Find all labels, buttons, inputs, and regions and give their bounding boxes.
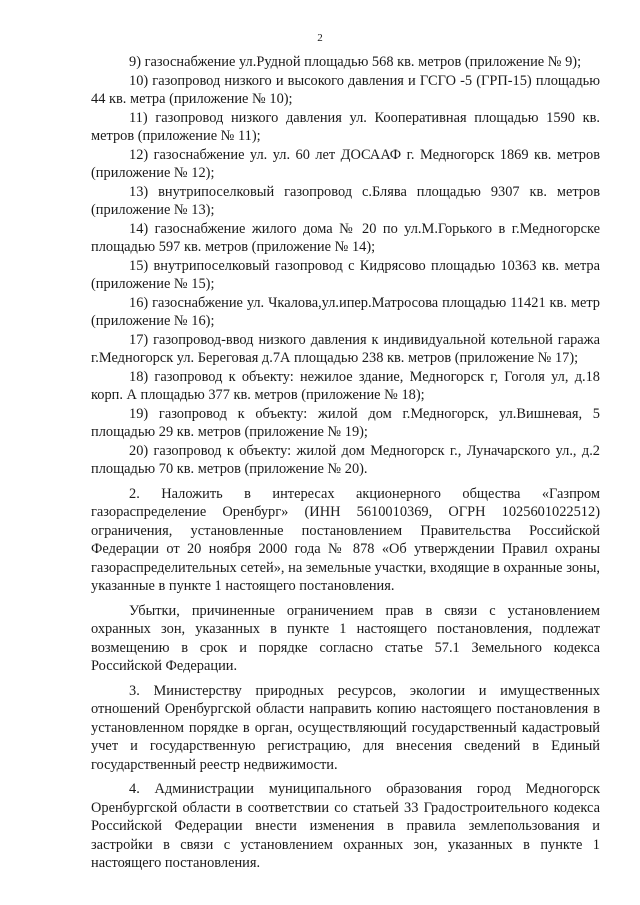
list-item: 10) газопровод низкого и высокого давления и ГСГО -5 (ГРП-15) площадью 44 кв. метра (приложение № 10);	[91, 72, 600, 107]
list-item: 11) газопровод низкого давления ул. Кооперативная площадью 1590 кв. метров (приложение № 11);	[91, 109, 600, 144]
list-item: 20) газопровод к объекту: жилой дом Медногорск г., Луначарского ул., д.2 площадью 70 кв. метров (приложение № 20).	[91, 442, 600, 477]
paragraph-clause-4: 4. Администрации муниципального образования город Медногорск Оренбургской области в соответствии со статьей 33 Градостроительного кодекса Российской Федерации внести изменения в правила землепользования и застройки в связи с установлением охранных зон, указанных в пункте 1 настоящего постановления.	[91, 781, 600, 871]
paragraph-clause-3: 3. Министерству природных ресурсов, экологии и имущественных отношений Оренбургской области направить копию настоящего постановления в установленном порядке в орган, осуществляющий государственный кадастровый учет и государственную регистрацию, для внесения сведений в Единый государственный реестр недвижимости.	[91, 682, 600, 773]
page-number: 2	[317, 32, 323, 44]
paragraph-damages: Убытки, причиненные ограничением прав в связи с установлением охранных зон, указанных в пункте 1 настоящего постановления, подлежат возмещению в срок и порядке согласно статье 57.1 Земельного кодекса Российской Федерации.	[91, 602, 600, 674]
list-item: 15) внутрипоселковый газопровод с Кидрясово площадью 10363 кв. метра (приложение № 15);	[91, 257, 600, 292]
list-item: 13) внутрипоселковый газопровод с.Блява площадью 9307 кв. метров (приложение № 13);	[91, 183, 600, 218]
list-item: 9) газоснабжение ул.Рудной площадью 568 кв. метров (приложение № 9);	[129, 54, 582, 70]
list-item: 16) газоснабжение ул. Чкалова,ул.ипер.Матросова площадью 11421 кв. метр (приложение № 16);	[91, 294, 600, 329]
list-item: 12) газоснабжение ул. ул. 60 лет ДОСААФ г. Медногорск 1869 кв. метров (приложение № 12);	[91, 146, 600, 181]
document-body	[91, 53, 600, 873]
list-item: 18) газопровод к объекту: нежилое здание, Медногорск г, Гоголя ул, д.18 корп. А площадью 377 кв. метров (приложение № 18);	[91, 368, 600, 403]
list-item: 19) газопровод к объекту: жилой дом г.Медногорск, ул.Вишневая, 5 площадью 29 кв. метров (приложение № 19);	[91, 405, 600, 440]
paragraph-clause-2: 2. Наложить в интересах акционерного общества «Газпром газораспределение Оренбург» (ИНН 5610010369, ОГРН 1025601022512) ограничения, установленные постановлением Правительства Российской Федерации от 20 ноября 2000 года № 878 «Об утверждении Правил охраны газораспределительных сетей», на земельные участки, входящие в охранные зоны, указанные в пункте 1 настоящего постановления.	[91, 485, 600, 594]
list-item: 14) газоснабжение жилого дома № 20 по ул.М.Горького в г.Медногорске площадью 597 кв. метров (приложение № 14);	[91, 220, 600, 255]
list-item: 17) газопровод-ввод низкого давления к индивидуальной котельной гаража г.Медногорск ул. Береговая д.7А площадью 238 кв. метров (приложение № 17);	[91, 331, 600, 366]
